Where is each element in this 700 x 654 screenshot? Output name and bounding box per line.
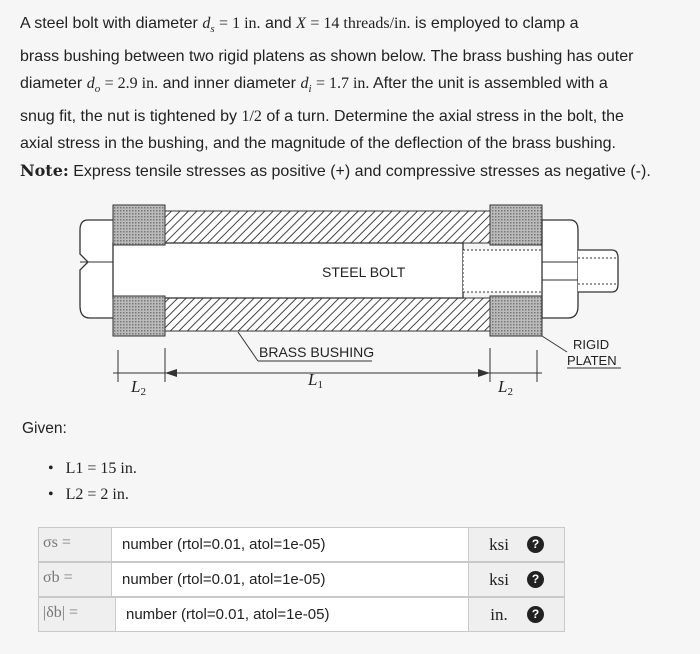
nut [542,220,578,318]
answer-row-delta-b [38,597,565,632]
right-platen-bottom [490,296,542,336]
given-item-l1: • L1 = 15 in. [48,456,137,482]
left-platen-top [113,205,165,245]
help-icon[interactable]: ? [527,571,544,588]
delta-b-input[interactable]: number (rtol=0.01, atol=1e-05) [115,598,469,631]
delta-b-unit: in. [490,605,508,624]
answer-row-sigma-s [38,527,565,562]
problem-line-3: diameter $d_o = 2.9$ in. and inner diameter $d_i = 1.7$ in. After the unit is assembled with a [20,75,608,96]
note-text: Express tensile stresses as positive (+) and compressive stresses as negative (-). [68,163,651,180]
bushing-bottom [165,298,490,331]
bolt-head [80,220,113,318]
bolt-end [578,250,618,292]
sigma-s-input[interactable]: number (rtol=0.01, atol=1e-05) [111,528,469,561]
given-list [48,456,137,508]
sigma-b-input[interactable]: number (rtol=0.01, atol=1e-05) [111,563,469,596]
sigma-s-unit: ksi [489,535,509,554]
l1-label: L1 [308,370,323,391]
note-label: Note: [20,161,69,180]
l2-right-label: L2 [498,377,513,398]
problem-line-2: brass bushing between two rigid platens as shown below. The brass bushing has outer [20,48,634,66]
help-icon[interactable]: ? [527,536,544,553]
platen-label: PLATEN [567,353,617,368]
bushing-top [165,211,490,243]
problem-line-4: snug fit, the nut is tightened by 1/2 of a turn. Determine the axial stress in the bolt, the [20,108,624,126]
l2-left-label: L2 [131,377,146,398]
problem-line-1: A steel bolt with diameter $d_s = 1$ in. and X = 14 threads/in. is employed to clamp a [20,15,579,36]
sigma-b-label: σb = [43,569,73,586]
given-title: Given: [22,420,67,437]
sigma-s-label: σs = [43,534,71,551]
left-platen-bottom [113,296,165,336]
delta-b-label: |δb| = [43,604,78,621]
help-icon[interactable]: ? [527,606,544,623]
sigma-b-unit: ksi [489,570,509,589]
given-item-l2: • L2 = 2 in. [48,482,137,508]
brass-bushing-label: BRASS BUSHING [259,344,375,360]
bolt-thread [463,250,543,292]
rigid-label: RIGID [573,337,610,352]
answer-row-sigma-b [38,562,565,597]
steel-bolt-label: STEEL BOLT [322,264,406,280]
bolt-shank [113,243,463,298]
problem-line-5: axial stress in the bushing, and the magnitude of the deflection of the brass bushing. [20,135,616,153]
right-platen-top [490,205,542,245]
